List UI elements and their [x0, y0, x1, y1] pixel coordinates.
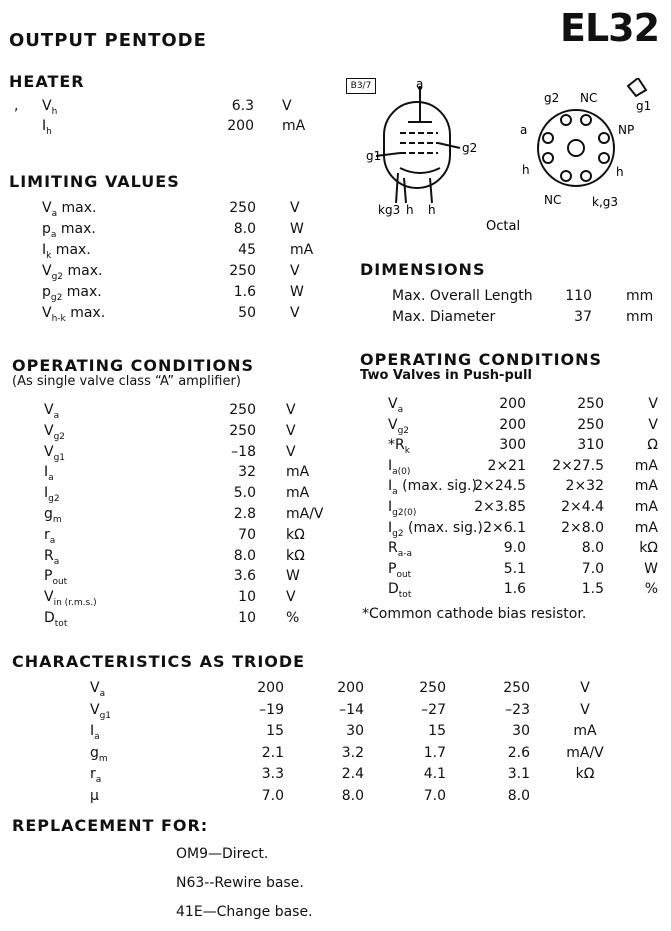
op-push-value-2: 310 [577, 437, 604, 454]
op-single-symbol: $V_{in (r.m.s.)}$ [44, 589, 97, 608]
op-single-unit: W [286, 568, 300, 585]
base-label-g2: g2 [544, 91, 560, 105]
op-single-value: 5.0 [233, 485, 256, 502]
op-push-value-1: 9.0 [503, 540, 526, 557]
base-type: Octal [486, 219, 521, 234]
valve-symbol [376, 88, 460, 203]
op-single-symbol: $R_a$ [44, 547, 60, 567]
triode-value: 3.3 [261, 766, 284, 782]
triode-value: 2.1 [261, 744, 284, 761]
triode-unit: mA [573, 723, 597, 739]
triode-symbol: $I_a$ [90, 723, 100, 742]
op-single-value: 2.8 [233, 506, 256, 522]
limit-value: 8.0 [233, 221, 256, 237]
limit-unit: V [290, 263, 300, 279]
op-push-symbol: $V_a$ [388, 396, 404, 415]
op-single-value: 10 [238, 610, 256, 626]
op-single-value: –18 [231, 443, 256, 460]
replacement-heading: REPLACEMENT FOR: [12, 816, 209, 835]
op-single-value: 250 [229, 422, 256, 439]
op-single-value: 32 [238, 464, 256, 481]
limit-unit: W [290, 284, 304, 300]
heater-value: 200 [227, 118, 254, 134]
op-single-symbol: $D_{tot}$ [44, 610, 68, 629]
base-label-kg3: k,g3 [592, 195, 619, 209]
sym-label-a: a [416, 78, 424, 91]
op-push-symbol: $*R_k$ [388, 437, 410, 456]
op-push-symbol: $D_{tot}$ [388, 581, 412, 601]
op-single-unit: % [286, 610, 300, 626]
sym-label-h2: h [428, 203, 436, 217]
triode-symbol: $V_a$ [90, 680, 106, 699]
limit-symbol: $p_{g2}$ max. [42, 284, 102, 303]
op-push-unit: mA [634, 478, 658, 495]
heater-unit: mA [282, 118, 306, 134]
triode-symbol: $r_a$ [90, 766, 102, 785]
triode-symbol: $V_{g1}$ [90, 701, 112, 721]
dim-value: 110 [565, 288, 592, 304]
triode-value: –14 [339, 701, 364, 718]
op-push-value-1: 5.1 [503, 560, 526, 577]
base-code-box: B3/7 [346, 78, 376, 94]
op-push-note: *Common cathode bias resistor. [362, 606, 587, 622]
op-single-symbol: $V_{g2}$ [44, 422, 66, 442]
replacement-item: N63--Rewire base. [176, 875, 304, 891]
op-single-unit: kΩ [286, 526, 305, 543]
limit-value: 250 [229, 263, 256, 279]
base-label-pin: g1 [636, 99, 652, 113]
limit-symbol: $I_k$ max. [42, 242, 91, 261]
triode-value: 7.0 [423, 787, 446, 804]
triode-value: 15 [428, 723, 446, 739]
op-push-unit: V [648, 416, 658, 433]
triode-value: 15 [266, 723, 284, 739]
pin-diagram [360, 78, 660, 238]
triode-symbol: μ [90, 787, 99, 804]
op-push-value-1: 2×24.5 [474, 478, 526, 495]
limit-symbol: $V_a$ max. [42, 200, 97, 219]
op-push-value-1: 200 [499, 396, 526, 412]
op-single-symbol: $V_a$ [44, 402, 60, 421]
op-single-value: 10 [238, 589, 256, 606]
limit-unit: mA [290, 242, 314, 258]
limit-symbol: $V_{h-k}$ max. [42, 305, 106, 324]
op-single-symbol: $r_a$ [44, 526, 56, 546]
op-push-value-2: 2×4.4 [561, 499, 604, 515]
op-single-unit: V [286, 402, 296, 418]
base-label-np: NP [618, 123, 635, 137]
triode-value: 30 [512, 723, 530, 739]
op-push-value-1: 1.6 [503, 581, 526, 598]
op-push-unit: mA [634, 519, 658, 536]
op-push-value-2: 250 [577, 396, 604, 412]
base-label-nc-bottom: NC [544, 193, 562, 207]
limit-value: 45 [238, 242, 256, 258]
op-push-symbol: $I_{a(0)}$ [388, 457, 411, 477]
base-label-h-right: h [616, 165, 624, 179]
heater-value: 6.3 [231, 98, 254, 114]
triode-value: –19 [259, 701, 284, 718]
op-single-unit: mA [286, 485, 310, 502]
page-title: OUTPUT PENTODE [9, 30, 207, 51]
triode-value: 250 [419, 680, 446, 696]
op-single-value: 8.0 [233, 547, 256, 564]
sym-label-g2: g2 [462, 141, 478, 155]
limiting-heading: LIMITING VALUES [9, 172, 180, 191]
op-push-value-2: 2×27.5 [552, 457, 604, 474]
dim-label: Max. Diameter [392, 309, 496, 325]
base-label-a: a [520, 123, 528, 137]
op-push-unit: mA [634, 457, 658, 474]
op-single-unit: V [286, 443, 296, 460]
op-single-symbol: $I_{g2}$ [44, 485, 60, 504]
triode-unit: kΩ [575, 766, 595, 782]
op-push-unit: Ω [647, 437, 658, 454]
triode-value: 1.7 [423, 744, 446, 761]
op-push-unit: W [644, 560, 658, 577]
dim-unit: mm [626, 309, 654, 325]
triode-value: –27 [421, 701, 446, 718]
sym-label-h1: h [406, 203, 414, 217]
heater-symbol: $I_h$ [42, 118, 52, 137]
limit-unit: V [290, 200, 300, 216]
limit-unit: W [290, 221, 304, 237]
sym-label-kg3: kg3 [378, 203, 401, 217]
op-push-value-1: 2×21 [487, 457, 526, 474]
op-push-unit: % [644, 581, 658, 598]
heater-heading: HEATER [9, 72, 85, 91]
op-single-value: 250 [229, 402, 256, 418]
triode-value: 200 [337, 680, 364, 696]
base-label-nc-top: NC [580, 91, 598, 105]
sym-label-g1: g1 [366, 149, 382, 163]
op-push-value-1: 2×6.1 [483, 519, 526, 536]
triode-value: 2.6 [507, 744, 530, 761]
op-single-heading: OPERATING CONDITIONS [12, 356, 255, 375]
op-single-symbol: $V_{g1}$ [44, 443, 66, 463]
op-push-value-1: 300 [499, 437, 526, 454]
op-push-unit: mA [634, 499, 658, 515]
limit-value: 250 [229, 200, 256, 216]
triode-value: –23 [505, 701, 530, 718]
limit-symbol: $V_{g2}$ max. [42, 263, 103, 282]
op-push-value-2: 8.0 [581, 540, 604, 557]
limit-symbol: $p_a$ max. [42, 221, 96, 240]
op-single-unit: V [286, 589, 296, 606]
replacement-item: 41E—Change base. [176, 904, 313, 920]
op-push-value-2: 2×32 [565, 478, 604, 495]
limit-value: 1.6 [233, 284, 256, 300]
bullet-mark: , [14, 98, 19, 114]
triode-heading: CHARACTERISTICS AS TRIODE [12, 652, 306, 671]
op-push-heading: OPERATING CONDITIONS [360, 350, 603, 369]
triode-value: 4.1 [423, 766, 446, 782]
op-push-value-1: 2×3.85 [474, 499, 526, 515]
replacement-item: OM9—Direct. [176, 846, 269, 862]
triode-value: 2.4 [341, 766, 364, 782]
triode-value: 250 [503, 680, 530, 696]
valve-type: EL32 [560, 6, 660, 50]
triode-symbol: $g_m$ [90, 744, 108, 764]
op-single-value: 3.6 [233, 568, 256, 585]
op-push-value-2: 2×8.0 [561, 519, 604, 536]
op-push-unit: V [648, 396, 658, 412]
triode-value: 7.0 [261, 787, 284, 804]
triode-value: 8.0 [341, 787, 364, 804]
heater-unit: V [282, 98, 292, 114]
triode-value: 3.2 [341, 744, 364, 761]
op-single-subheading: (As single valve class “A” amplifier) [12, 374, 241, 389]
triode-value: 3.1 [507, 766, 530, 782]
limit-value: 50 [238, 305, 256, 321]
op-single-value: 70 [238, 526, 256, 543]
dim-value: 37 [574, 309, 592, 325]
triode-unit: mA/V [566, 744, 604, 761]
op-single-symbol: $P_{out}$ [44, 568, 68, 588]
op-push-symbol: $I_{g2}$ (max. sig.) [388, 519, 483, 539]
op-push-unit: kΩ [639, 540, 658, 557]
op-push-value-2: 250 [577, 416, 604, 433]
dim-label: Max. Overall Length [392, 288, 533, 304]
triode-unit: V [580, 701, 590, 718]
op-push-value-2: 1.5 [581, 581, 604, 598]
op-single-symbol: $g_m$ [44, 506, 62, 525]
triode-value: 8.0 [507, 787, 530, 804]
op-push-symbol: $P_{out}$ [388, 560, 412, 580]
op-single-unit: V [286, 422, 296, 439]
op-push-symbol: $R_{a-a}$ [388, 540, 413, 559]
op-single-unit: mA [286, 464, 310, 481]
triode-value: 30 [346, 723, 364, 739]
op-push-value-2: 7.0 [581, 560, 604, 577]
op-single-unit: kΩ [286, 547, 305, 564]
op-push-subheading: Two Valves in Push-pull [360, 368, 532, 383]
dimensions-heading: DIMENSIONS [360, 260, 486, 279]
op-push-symbol: $I_a$ (max. sig.) [388, 478, 477, 498]
triode-unit: V [580, 680, 590, 696]
op-single-unit: mA/V [286, 506, 324, 522]
heater-symbol: $V_h$ [42, 98, 58, 117]
op-push-symbol: $I_{g2(0)}$ [388, 499, 417, 518]
base-label-h-left: h [522, 163, 530, 177]
limit-unit: V [290, 305, 300, 321]
op-push-symbol: $V_{g2}$ [388, 416, 410, 436]
op-single-symbol: $I_a$ [44, 464, 54, 484]
triode-value: 200 [257, 680, 284, 696]
op-push-value-1: 200 [499, 416, 526, 433]
dim-unit: mm [626, 288, 654, 304]
